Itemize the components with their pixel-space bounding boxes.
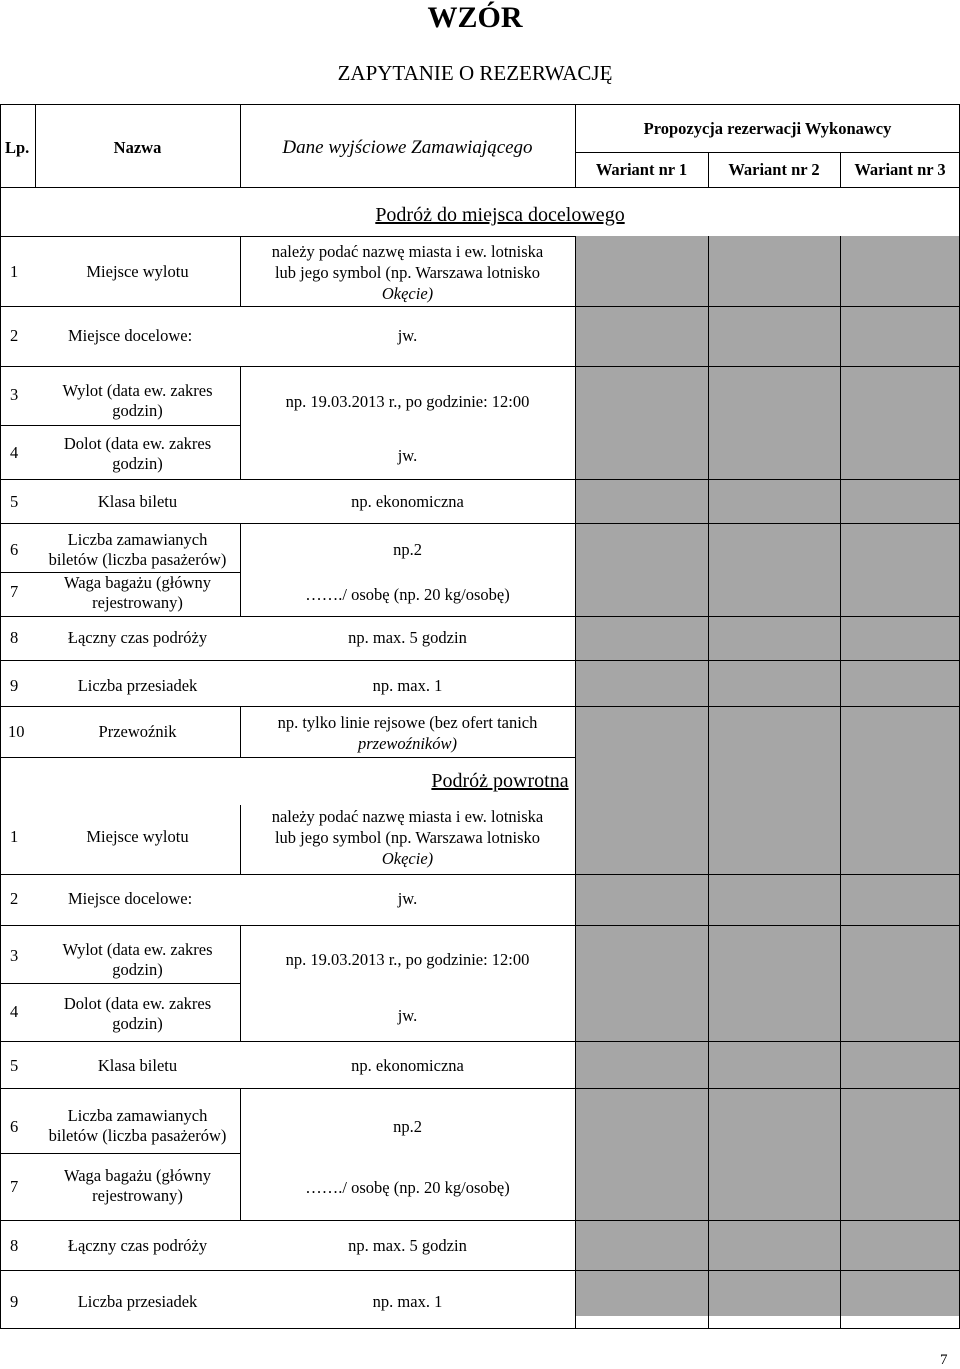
row-num: 6 bbox=[10, 1117, 19, 1136]
row-num: 1 bbox=[10, 827, 19, 846]
header-lp: Lp. bbox=[5, 138, 30, 157]
row-num: 3 bbox=[10, 385, 19, 404]
row-num: 5 bbox=[10, 492, 19, 511]
row-num: 9 bbox=[10, 1292, 19, 1311]
row-num: 4 bbox=[10, 1002, 19, 1021]
row-value-tickets: np.2 bbox=[393, 1117, 422, 1136]
row-value-takeoff: np. 19.03.2013 r., po godzinie: 12:00 bbox=[285, 392, 530, 411]
section-title-return: Podróż powrotna bbox=[431, 770, 569, 792]
row-num: 4 bbox=[10, 443, 19, 462]
row-label-takeoff: Wylot (data ew. zakres godzin) bbox=[62, 940, 213, 979]
row-label-tickets: Liczba zamawianych biletów (liczba pasażerów) bbox=[48, 530, 227, 569]
row-value-tickets: np.2 bbox=[393, 540, 422, 559]
row-label-departure: Miejsce wylotu bbox=[86, 262, 189, 281]
header-wariant-2: Wariant nr 2 bbox=[728, 160, 820, 179]
row-label-class: Klasa biletu bbox=[97, 492, 178, 511]
row-num: 1 bbox=[10, 262, 19, 281]
row-value-takeoff: np. 19.03.2013 r., po godzinie: 12:00 bbox=[285, 950, 530, 969]
row-value-baggage: ……./ osobę (np. 20 kg/osobę) bbox=[305, 585, 510, 604]
row-label-baggage: Waga bagażu (główny rejestrowany) bbox=[63, 573, 212, 612]
row-value-duration: np. max. 5 godzin bbox=[348, 628, 467, 647]
row-num: 2 bbox=[10, 889, 19, 908]
row-num: 3 bbox=[10, 946, 19, 965]
row-value-transfers: np. max. 1 bbox=[372, 676, 443, 695]
header-wariant-3: Wariant nr 3 bbox=[854, 160, 946, 179]
row-value-class: np. ekonomiczna bbox=[351, 1056, 464, 1075]
doc-title: ZAPYTANIE O REZERWACJĘ bbox=[337, 61, 613, 85]
row-value-class: np. ekonomiczna bbox=[351, 492, 464, 511]
row-label-carrier: Przewoźnik bbox=[98, 722, 177, 741]
row-value-departure: należy podać nazwę miasta i ew. lotniska lub jego symbol (np. Warszawa lotnisko Okęcie) bbox=[271, 807, 544, 868]
row-value-departure: należy podać nazwę miasta i ew. lotniska lub jego symbol (np. Warszawa lotnisko Okęcie) bbox=[271, 242, 544, 303]
row-num: 6 bbox=[10, 540, 19, 559]
row-label-takeoff: Wylot (data ew. zakres godzin) bbox=[62, 381, 213, 420]
row-num: 8 bbox=[10, 628, 19, 647]
row-label-class: Klasa biletu bbox=[97, 1056, 178, 1075]
row-label-destination: Miejsce docelowe: bbox=[68, 889, 193, 908]
row-label-departure: Miejsce wylotu bbox=[86, 827, 189, 846]
header-dane: Dane wyjściowe Zamawiającego bbox=[282, 137, 533, 158]
row-label-tickets: Liczba zamawianych biletów (liczba pasażerów) bbox=[48, 1106, 227, 1145]
row-value-transfers: np. max. 1 bbox=[372, 1292, 443, 1311]
row-num: 9 bbox=[10, 676, 19, 695]
row-num: 2 bbox=[10, 326, 19, 345]
header-wariant-1: Wariant nr 1 bbox=[595, 160, 688, 179]
row-label-transfers: Liczba przesiadek bbox=[77, 1292, 198, 1311]
row-num: 5 bbox=[10, 1056, 19, 1075]
row-num: 8 bbox=[10, 1236, 19, 1255]
row-label-duration: Łączny czas podróży bbox=[67, 1236, 208, 1255]
page-number: 7 bbox=[940, 1352, 948, 1368]
row-num: 10 bbox=[8, 722, 25, 741]
row-label-destination: Miejsce docelowe: bbox=[68, 326, 193, 345]
section-title-outbound: Podróż do miejsca docelowego bbox=[375, 204, 625, 226]
header-propozycja: Propozycja rezerwacji Wykonawcy bbox=[643, 119, 892, 138]
row-value-destination: jw. bbox=[397, 326, 418, 345]
row-value-destination: jw. bbox=[397, 889, 418, 908]
row-label-baggage: Waga bagażu (główny rejestrowany) bbox=[63, 1166, 212, 1205]
header-nazwa: Nazwa bbox=[113, 138, 162, 157]
doc-wzor: WZÓR bbox=[427, 1, 523, 34]
row-value-duration: np. max. 5 godzin bbox=[348, 1236, 467, 1255]
row-label-landing: Dolot (data ew. zakres godzin) bbox=[63, 434, 212, 473]
row-label-transfers: Liczba przesiadek bbox=[77, 676, 198, 695]
row-num: 7 bbox=[10, 582, 19, 601]
row-value-baggage: ……./ osobę (np. 20 kg/osobę) bbox=[305, 1178, 510, 1197]
row-value-carrier: np. tylko linie rejsowe (bez ofert tanich przewoźników) bbox=[277, 713, 538, 753]
row-value-landing: jw. bbox=[397, 446, 418, 465]
row-label-landing: Dolot (data ew. zakres godzin) bbox=[63, 994, 212, 1033]
row-num: 7 bbox=[10, 1177, 19, 1196]
row-value-landing: jw. bbox=[397, 1006, 418, 1025]
row-label-duration: Łączny czas podróży bbox=[67, 628, 208, 647]
